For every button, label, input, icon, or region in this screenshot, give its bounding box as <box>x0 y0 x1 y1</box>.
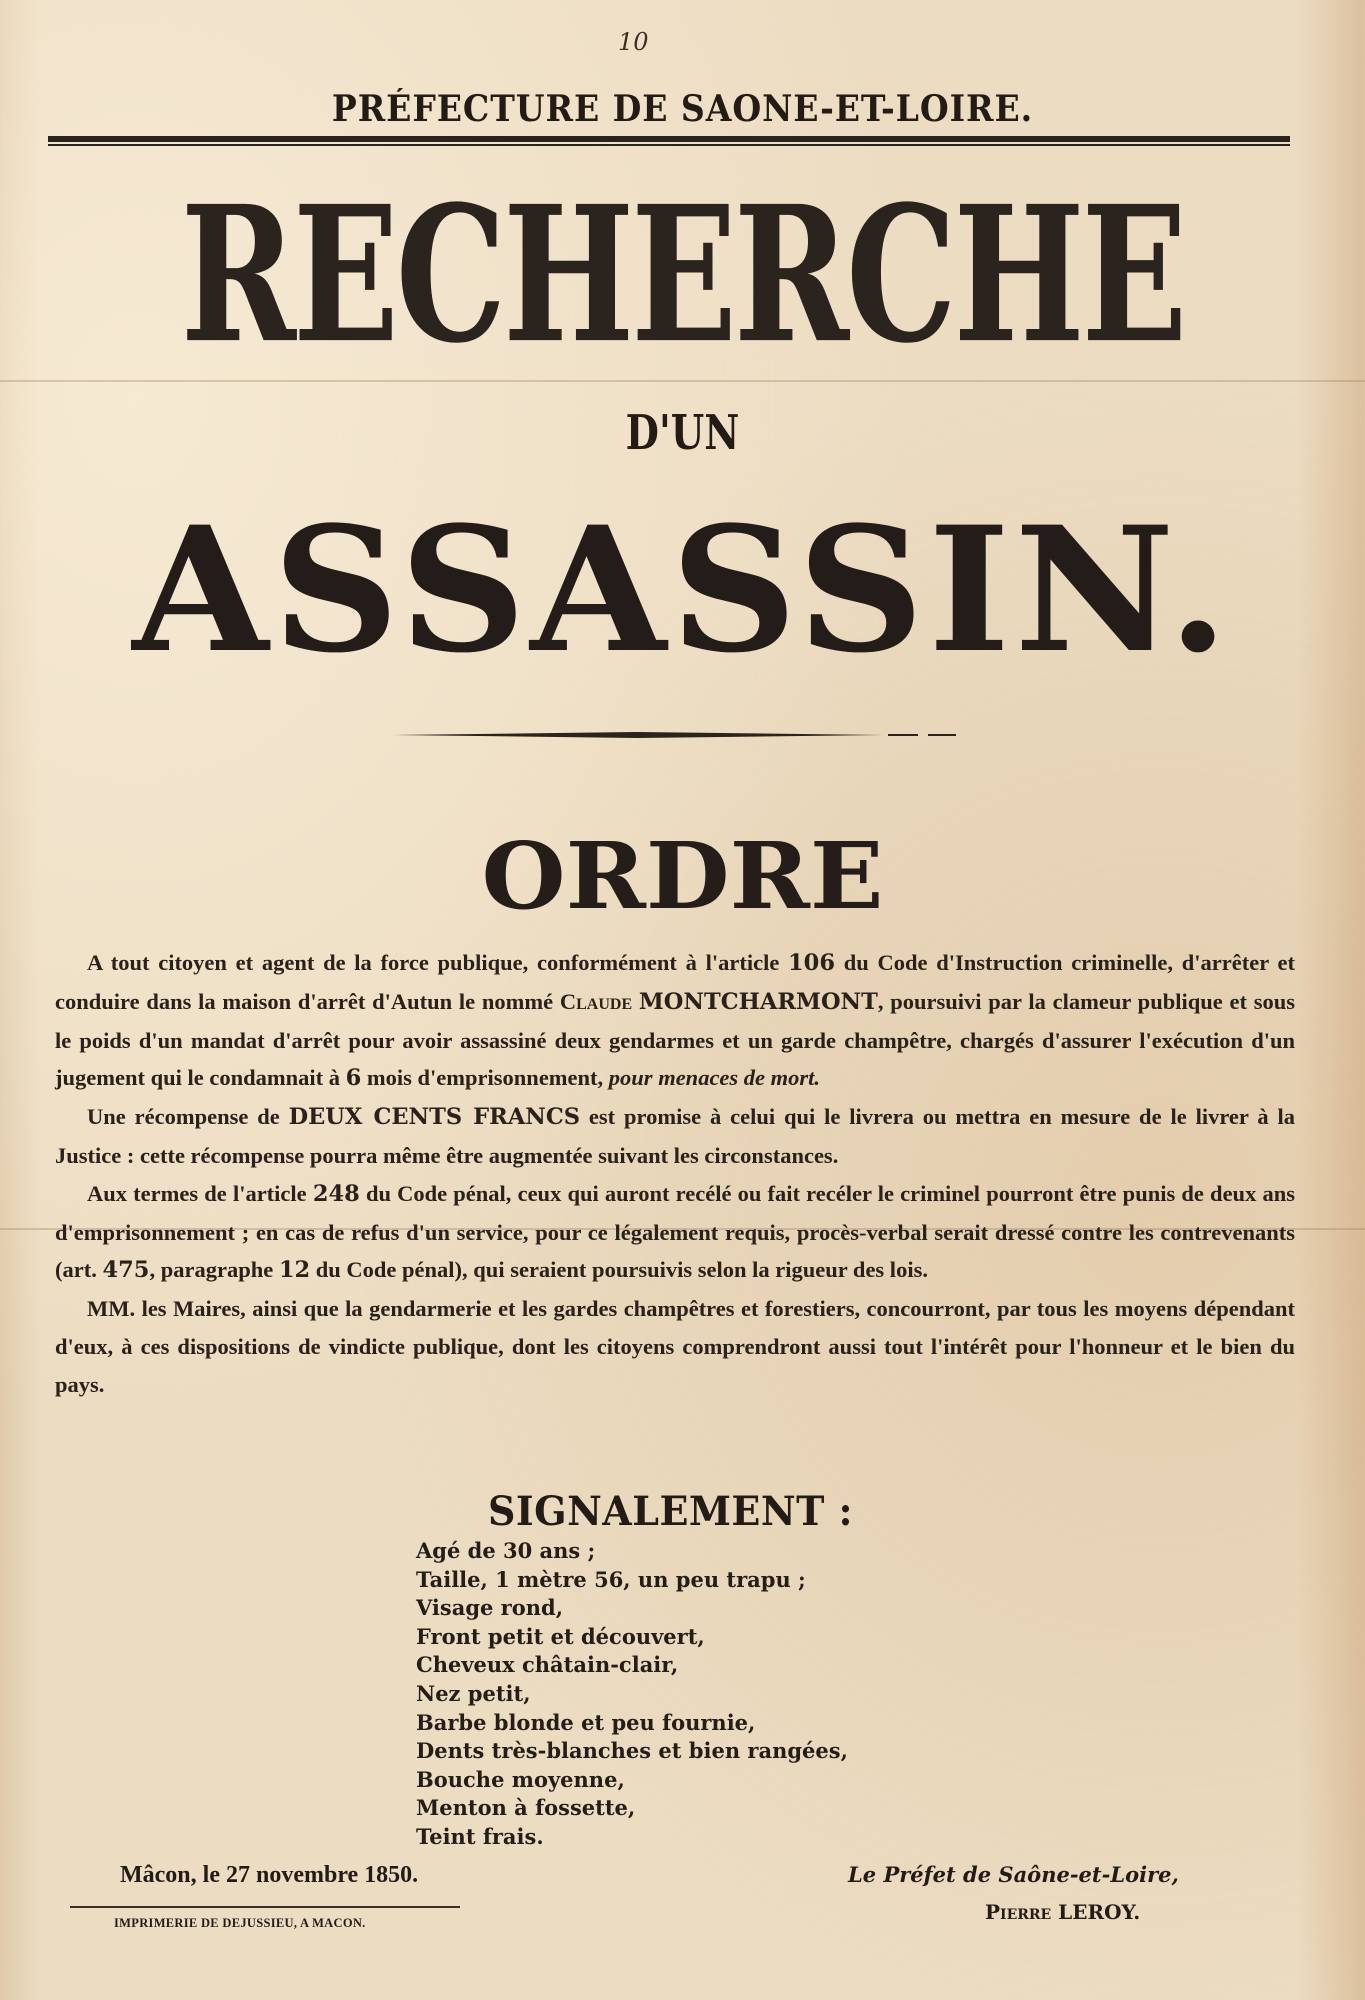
suspect-last-name: MONTCHARMONT <box>638 988 878 1015</box>
paragraph-reward <box>55 1098 1295 1175</box>
description-item: Menton à fossette, <box>416 1795 636 1821</box>
ordre-title: ORDRE <box>481 822 884 930</box>
footer-date: Mâcon, le 27 novembre 1850. <box>120 1862 419 1888</box>
description-item: Visage rond, <box>416 1595 564 1621</box>
headline-assassin: ASSASSIN. <box>132 488 1233 691</box>
headline-dun: D'UN <box>625 405 740 461</box>
printer-credit: IMPRIMERIE DE DEJUSSIEU, A MACON. <box>114 1916 366 1930</box>
text: du Code d'Instruction criminelle, d'arrêter et conduire dans la maison d'arrêt d'Autun le nommé <box>55 950 1295 1014</box>
text: A tout citoyen et agent de la force publique, conformément à l'article <box>87 950 789 975</box>
text: est promise à celui qui le livrera ou mettra en mesure de le livrer à la Justice : cette récompense pourra même être augmentée suivant les circonstances. <box>55 1104 1295 1168</box>
description-item: Taille, 1 mètre 56, un peu trapu ; <box>416 1566 806 1592</box>
top-divider <box>48 136 1290 146</box>
ornamental-divider <box>393 732 963 738</box>
suspect-first-name: Claude <box>559 988 633 1014</box>
archive-number: 10 <box>618 28 649 56</box>
text: du Code pénal, ceux qui auront recélé ou fait recéler le criminel pourront être punis de deux ans d'emprisonnement ; en cas de refus d'un service, pour ce légalement requis, procès-verbal serait dressé contre les contrevenants (art. <box>55 1180 1295 1283</box>
text: du Code pénal), qui seraient poursuivis selon la rigueur des lois. <box>310 1257 928 1283</box>
text: , poursuivi par la clameur publique et sous le poids d'un mandat d'arrêt pour avoir assassiné deux gendarmes et un garde champêtre, chargés d'assurer l'exécution d'un jugement qui le condamnait à <box>55 988 1295 1091</box>
article-number: 106 <box>788 950 835 976</box>
signature-name: Pierre LEROY. <box>985 1900 1141 1924</box>
signature-title: Le Préfet de Saône-et-Loire, <box>848 1862 1179 1887</box>
paragraph-penalties <box>55 1175 1295 1290</box>
ordre-body <box>55 944 1295 1404</box>
footer-divider <box>70 1906 460 1908</box>
description-item: Teint frais. <box>416 1823 544 1849</box>
paragraph-mayors: MM. les Maires, ainsi que la gendarmerie et les gardes champêtres et forestiers, concourront, par tous les moyens dépendant d'eux, à ces dispositions de vindicte publique, dont les citoyens comprendront aussi tout l'intérêt pour l'honneur et le bien du pays. <box>55 1296 1295 1397</box>
italic-text: pour menaces de mort. <box>608 1065 821 1091</box>
reward-amount: DEUX CENTS FRANCS <box>288 1104 581 1131</box>
text: Aux termes de l'article <box>87 1180 313 1206</box>
signalement-list <box>416 1537 848 1852</box>
divider-dash <box>928 734 956 736</box>
divider-diamond <box>393 732 883 738</box>
months-number: 6 <box>345 1065 362 1092</box>
article-number: 248 <box>312 1180 360 1207</box>
headline-recherche: RECHERCHE <box>180 164 1185 385</box>
divider-dash <box>888 734 918 736</box>
description-item: Barbe blonde et peu fournie, <box>416 1709 756 1735</box>
paragraph-order <box>55 944 1295 1098</box>
text: , paragraphe <box>149 1257 279 1283</box>
description-item: Nez petit, <box>416 1680 531 1706</box>
description-item: Bouche moyenne, <box>416 1766 625 1792</box>
description-item: Dents très-blanches et bien rangées, <box>416 1738 848 1764</box>
signalement-title: SIGNALEMENT : <box>488 1488 854 1535</box>
description-item: Front petit et découvert, <box>416 1623 705 1649</box>
paragraph-number: 12 <box>278 1257 311 1284</box>
article-number: 475 <box>102 1257 150 1284</box>
text: mois d'emprisonnement, <box>361 1065 609 1091</box>
description-item: Cheveux châtain-clair, <box>416 1652 679 1678</box>
prefecture-heading: PRÉFECTURE DE SAONE-ET-LOIRE. <box>331 88 1034 130</box>
text: Une récompense de <box>87 1104 289 1130</box>
description-item: Agé de 30 ans ; <box>416 1538 596 1563</box>
